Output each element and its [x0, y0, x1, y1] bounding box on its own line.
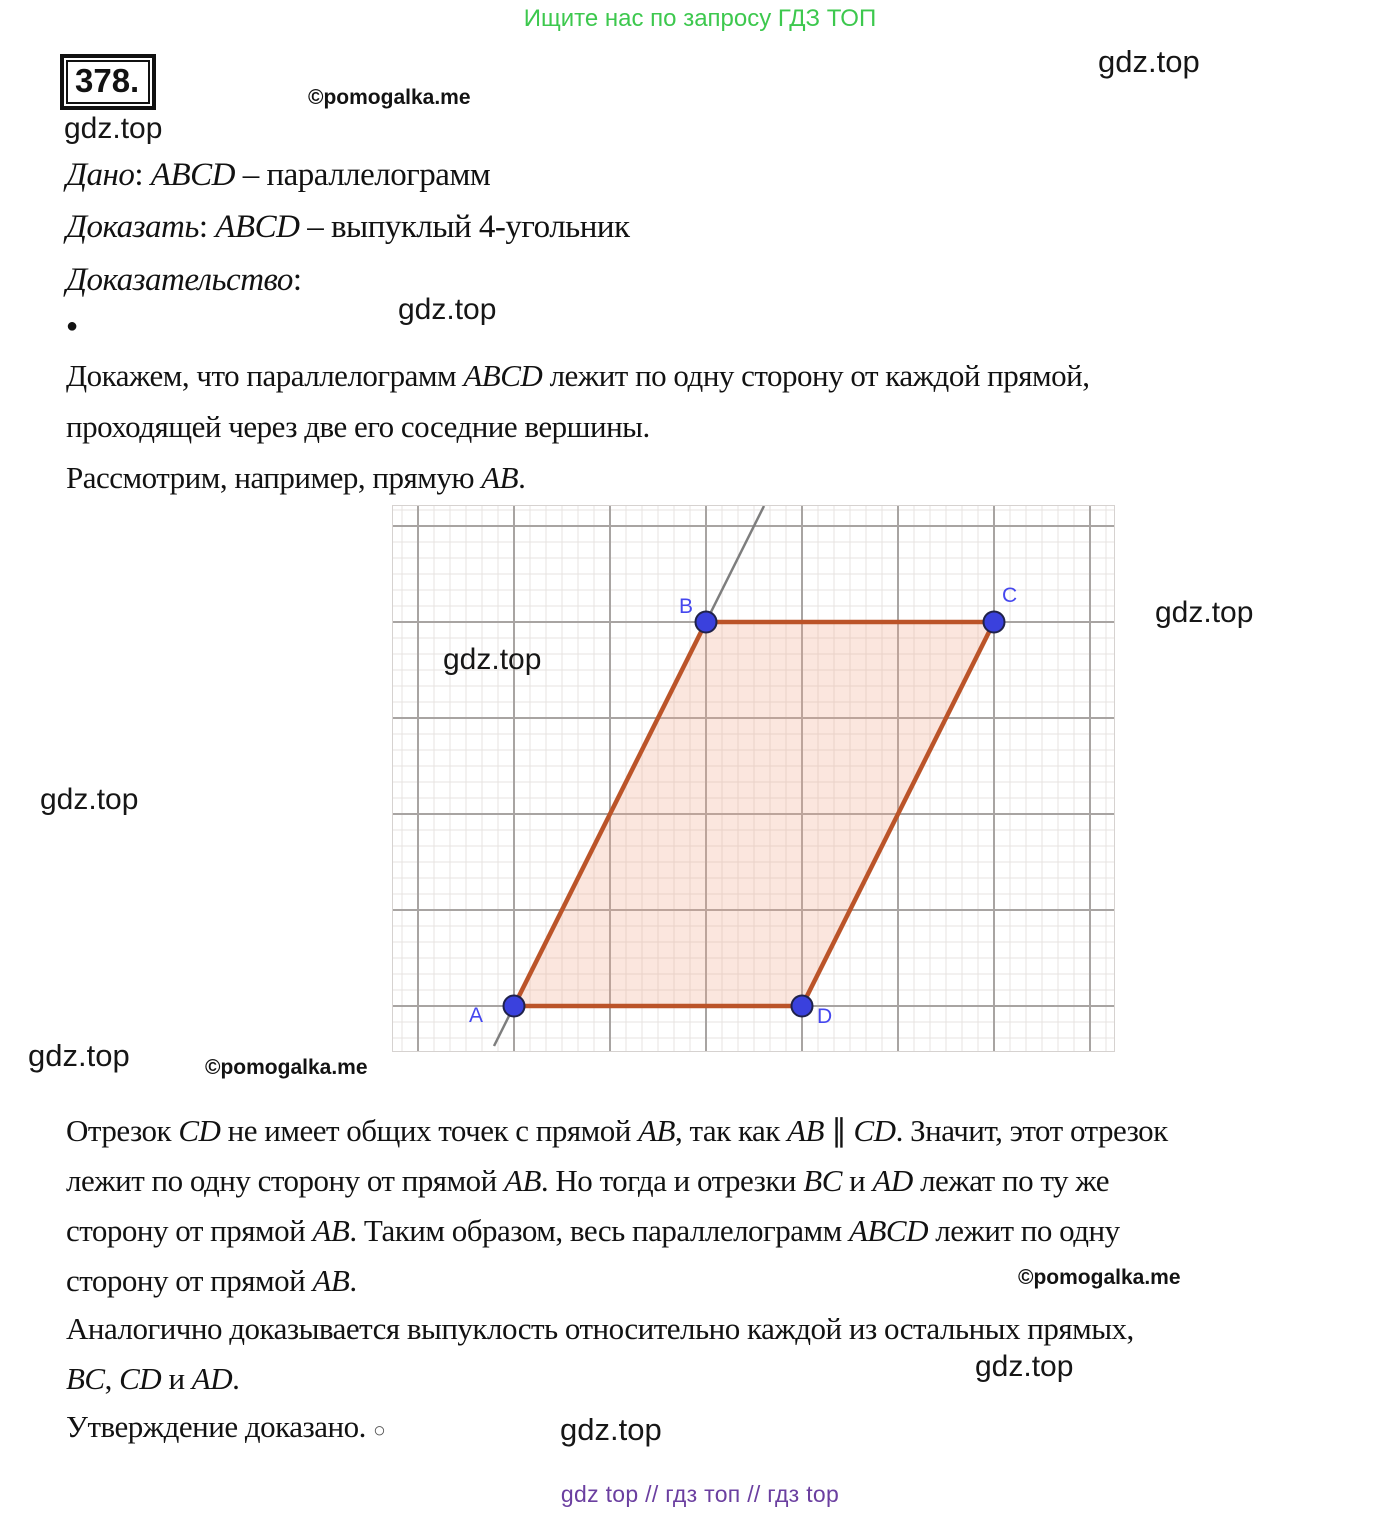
text-segment: Докажем, что параллелограмм — [66, 358, 464, 393]
text-segment: . Но тогда и отрезки — [540, 1163, 804, 1198]
math-term: CD — [178, 1113, 221, 1148]
gdz-watermark-top-right: gdz.top — [1098, 44, 1200, 79]
text-segment: Утверждение доказано. — [66, 1409, 374, 1444]
text-segment: Доказать — [66, 209, 199, 245]
proof-text-line — [66, 1360, 239, 1398]
figure-svg — [393, 506, 1114, 1051]
vertex-dot-B — [696, 612, 717, 633]
text-segment: лежит по одну сторону от каждой прямой, — [542, 358, 1090, 393]
proof-text-line — [66, 408, 650, 446]
text-segment: . — [518, 460, 526, 495]
proof-text-line — [66, 1262, 357, 1300]
proof-text-line — [66, 357, 1089, 395]
footer-tags: gdz top // гдз топ // гдз top — [560, 1481, 840, 1507]
math-term: ABCD — [463, 358, 543, 393]
copyright-watermark-mid: ©pomogalka.me — [205, 1056, 368, 1079]
promo-banner: Ищите нас по запросу ГДЗ ТОП — [523, 5, 877, 32]
gdz-watermark-lower-right: gdz.top — [975, 1350, 1074, 1383]
math-term: CD — [119, 1361, 162, 1396]
vertex-label-C: C — [1002, 584, 1018, 607]
proof-text-line — [66, 1212, 1120, 1250]
proof-text-line — [66, 1310, 1134, 1348]
math-term: ABCD — [849, 1213, 928, 1248]
vertex-label-A: A — [469, 1004, 484, 1027]
text-segment: проходящей через две его соседние вершины. — [66, 409, 650, 444]
proof-heading — [66, 261, 302, 299]
given-line — [66, 156, 490, 194]
text-segment: , — [104, 1361, 120, 1396]
bullet-marker: ● — [66, 315, 79, 337]
text-segment: Доказательство — [66, 262, 293, 298]
copyright-watermark-top: ©pomogalka.me — [308, 86, 471, 109]
problem-number-box — [60, 54, 156, 110]
text-segment: . — [232, 1361, 240, 1396]
qed-symbol: ○ — [373, 1418, 386, 1442]
math-term: AB — [481, 460, 519, 495]
text-segment: Аналогично доказывается выпуклость относительно каждой из остальных прямых, — [66, 1311, 1134, 1346]
gdz-watermark-conclusion: gdz.top — [560, 1412, 662, 1447]
gdz-watermark-under-number: gdz.top — [64, 112, 163, 145]
copyright-watermark-bottom: ©pomogalka.me — [1018, 1266, 1181, 1289]
math-term: AB — [312, 1263, 350, 1298]
text-segment: лежат по ту же — [912, 1163, 1109, 1198]
math-term: AD — [191, 1361, 233, 1396]
text-segment: . — [349, 1263, 357, 1298]
vertex-dot-C — [984, 612, 1005, 633]
text-segment: не имеет общих точек с прямой — [220, 1113, 639, 1148]
text-segment: : — [134, 157, 151, 193]
text-segment: . Таким образом, весь параллелограмм — [349, 1213, 850, 1248]
vertex-label-B: B — [679, 595, 694, 618]
text-segment: сторону от прямой — [66, 1213, 313, 1248]
math-term: CD — [853, 1113, 896, 1148]
math-term: AB — [504, 1163, 541, 1198]
proof-text-line — [66, 1112, 1168, 1150]
text-segment: и — [161, 1361, 192, 1396]
problem-number: 378. — [66, 60, 150, 104]
text-segment: и — [841, 1163, 873, 1198]
gdz-watermark-in-figure: gdz.top — [443, 643, 542, 676]
math-term: AB — [787, 1113, 824, 1148]
proof-text-line — [66, 459, 525, 497]
text-segment: , так как — [674, 1113, 788, 1148]
vertex-dot-A — [504, 996, 525, 1017]
vertex-label-D: D — [817, 1005, 833, 1028]
text-segment: лежит по одну сторону от прямой — [66, 1163, 505, 1198]
text-segment: лежит по одну — [927, 1213, 1120, 1248]
parallelogram-figure — [392, 505, 1115, 1052]
math-term: ABCD — [215, 209, 300, 245]
gdz-watermark-mid: gdz.top — [398, 293, 497, 326]
text-segment: : — [198, 209, 216, 245]
math-term: AB — [312, 1213, 350, 1248]
text-segment: Рассмотрим, например, прямую — [66, 460, 482, 495]
text-segment: ∥ — [824, 1113, 854, 1148]
math-term: BC — [803, 1163, 842, 1198]
text-segment: Отрезок — [66, 1113, 179, 1148]
gdz-watermark-left: gdz.top — [40, 783, 139, 816]
text-segment: – параллелограмм — [234, 157, 491, 193]
text-segment: : — [292, 262, 302, 298]
gdz-watermark-below-figure: gdz.top — [28, 1038, 130, 1073]
proof-text-line — [66, 1162, 1109, 1200]
math-term: AB — [638, 1113, 675, 1148]
text-segment: сторону от прямой — [66, 1263, 313, 1298]
gdz-watermark-right: gdz.top — [1155, 596, 1254, 629]
math-term: BC — [66, 1361, 105, 1396]
vertex-dot-D — [792, 996, 813, 1017]
text-segment: . Значит, этот отрезок — [895, 1113, 1168, 1148]
text-segment: – выпуклый 4-угольник — [299, 209, 630, 245]
prove-line — [66, 208, 630, 246]
math-term: ABCD — [150, 157, 235, 193]
math-term: AD — [872, 1163, 913, 1198]
text-segment: Дано — [66, 157, 135, 193]
conclusion-line — [66, 1408, 385, 1449]
